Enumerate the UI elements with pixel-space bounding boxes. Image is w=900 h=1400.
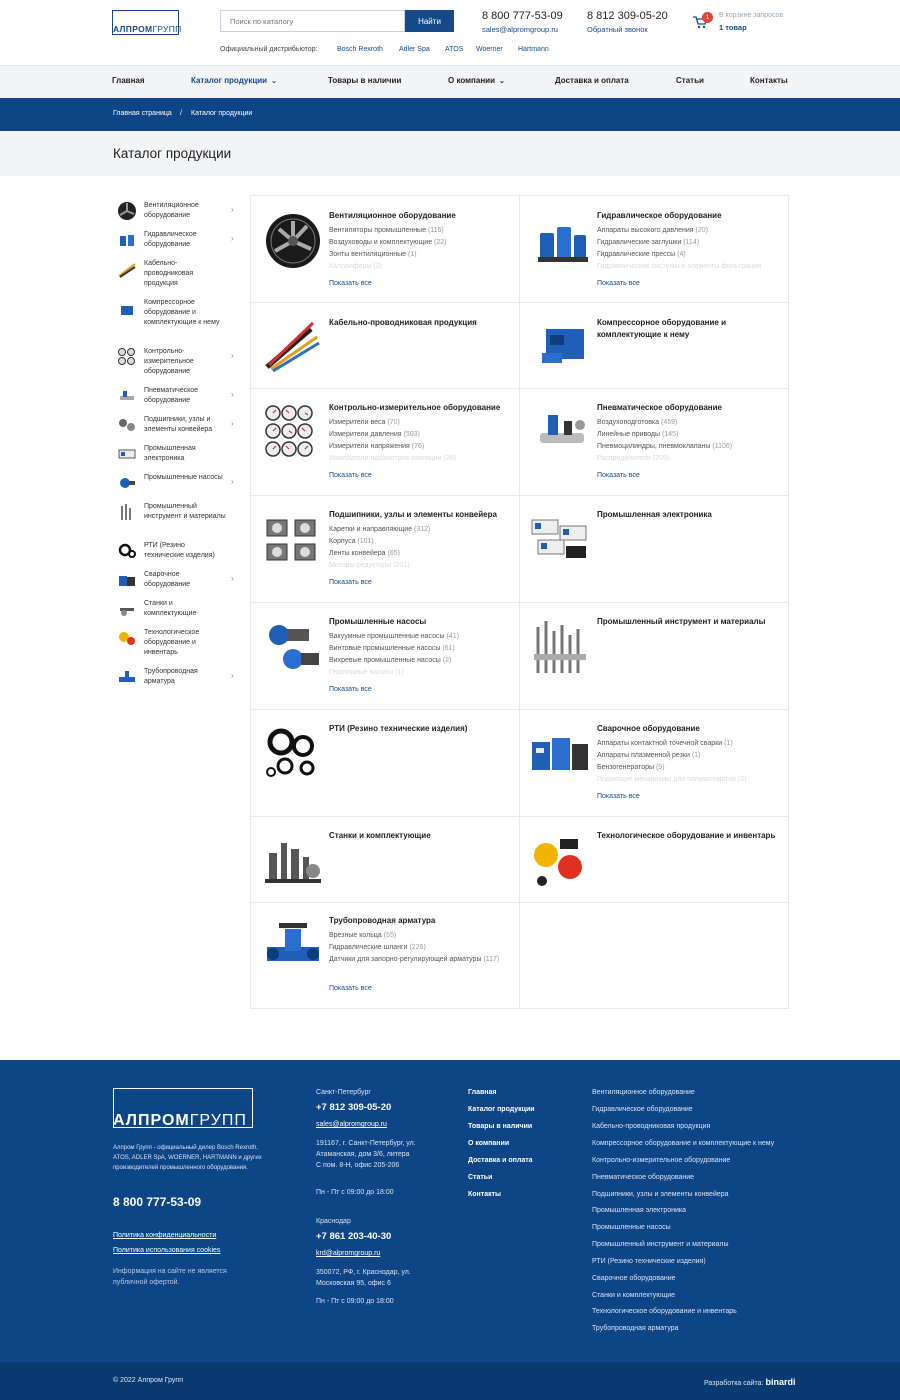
brand-link[interactable]: ATOS — [445, 46, 464, 53]
footer-city-phone[interactable]: +7 861 203-40-30 — [316, 1231, 392, 1242]
equipment-image[interactable] — [530, 831, 590, 891]
footer-city-address: 191167, г. Санкт-Петербург, ул. Атаманская, дом 3/6, литера С пом. 8-Н, офис 205-206 — [316, 1140, 416, 1169]
card-title[interactable]: Пневматическое оборудование — [597, 403, 723, 412]
brand-link[interactable]: Bosch Rexroth — [337, 46, 383, 53]
card-subitem[interactable]: Героторные насосы (1) — [329, 669, 404, 675]
machine-image[interactable] — [263, 831, 323, 891]
logo-text[interactable]: АЛПРОМГРУПП — [113, 24, 182, 34]
developer-credit[interactable]: Разработка сайта: binardi — [704, 1377, 796, 1387]
footer-catalog-link[interactable]: Компрессорное оборудование и комплектующие к нему — [592, 1140, 775, 1147]
grid-divider — [250, 902, 789, 903]
footer-city: Санкт-Петербург — [316, 1089, 371, 1096]
welding-image[interactable] — [530, 724, 590, 784]
card-title[interactable]: Гидравлическое оборудование — [597, 211, 722, 220]
footer-catalog-link[interactable]: Трубопроводная арматура — [592, 1325, 679, 1332]
chevron-right-icon: › — [231, 477, 234, 486]
grid-divider — [250, 388, 789, 389]
copyright: © 2022 Алпром Групп — [113, 1377, 183, 1384]
card-subitem[interactable]: Вихревые промышленные насосы (2) — [329, 657, 452, 664]
card-subitem[interactable]: Бензогенераторы (9) — [597, 764, 665, 771]
card-subitem[interactable]: Аппараты высокого давления (20) — [597, 227, 708, 234]
card-title[interactable]: Трубопроводная арматура — [329, 916, 436, 925]
chevron-right-icon: › — [231, 234, 234, 243]
valve-icon — [117, 667, 137, 687]
show-all-link[interactable]: Показать все — [329, 579, 372, 586]
footer-nav-link[interactable]: О компании — [468, 1140, 510, 1147]
card-subitem[interactable]: Гидравлические шланги (226) — [329, 944, 426, 951]
electronics-image[interactable] — [530, 512, 590, 572]
footer-phone[interactable]: 8 800 777-53-09 — [113, 1195, 202, 1209]
card-subitem[interactable]: Измерители веса (70) — [329, 419, 400, 426]
pneumatic-icon — [117, 386, 137, 406]
distributor-label: Официальный дистрибьютор: — [220, 46, 318, 53]
email-link[interactable]: sales@alpromgroup.ru — [482, 25, 558, 34]
cookies-link[interactable]: Политика использования cookies — [113, 1247, 221, 1254]
card-subitem[interactable]: Воздухоподготовка (459) — [597, 419, 678, 426]
card-title[interactable]: Компрессорное оборудование и комплектующие к нему — [597, 318, 727, 339]
card-subitem[interactable]: Воздуховоды и комплектующие (22) — [329, 239, 447, 246]
card-title[interactable]: РТИ (Резино технические изделия) — [329, 724, 468, 733]
footer-nav-link[interactable]: Главная — [468, 1089, 497, 1096]
breadcrumb-home[interactable]: Главная страница — [113, 110, 172, 117]
machine-icon — [117, 599, 137, 619]
footer-nav-link[interactable]: Товары в наличии — [468, 1123, 533, 1130]
card-subitem[interactable]: Гидравлические прессы (4) — [597, 251, 686, 258]
footer-logo-frame — [252, 1088, 253, 1128]
nav-item-contacts[interactable]: Контакты — [750, 76, 788, 85]
phone-spb[interactable]: 8 812 309-05-20 — [587, 10, 668, 22]
card-subitem[interactable]: Моторы-редукторы (201) — [329, 562, 410, 568]
nav-item-articles[interactable]: Статьи — [676, 76, 704, 85]
nav-item-stock[interactable]: Товары в наличии — [328, 76, 402, 85]
card-subitem[interactable]: Подающие механизмы для полуавтоматов (2) — [597, 776, 747, 782]
gauge-icon — [117, 347, 137, 367]
footer-catalog-link[interactable]: Сварочное оборудование — [592, 1275, 676, 1282]
footer-city: Краснодар — [316, 1218, 351, 1225]
card-title[interactable]: Подшипники, узлы и элементы конвейера — [329, 510, 497, 519]
footer-catalog-link[interactable]: Кабельно-проводниковая продукция — [592, 1123, 711, 1130]
card-subitem[interactable]: Каретки и направляющие (312) — [329, 526, 431, 533]
card-title[interactable]: Промышленный инструмент и материалы — [597, 617, 766, 626]
grid-divider — [250, 602, 789, 603]
footer-catalog-link[interactable]: Подшипники, узлы и элементы конвейера — [592, 1191, 729, 1198]
card-subitem[interactable]: Гидравлические заглушки (114) — [597, 239, 700, 246]
callback-link[interactable]: Обратный звонок — [587, 25, 648, 34]
card-subitem[interactable]: Вентиляторы промышленные (116) — [329, 227, 444, 234]
nav-item-catalog[interactable]: Каталог продукции ⌄ — [191, 76, 277, 85]
card-subitem[interactable]: Вакуумные промышленные насосы (41) — [329, 633, 459, 640]
card-subitem[interactable]: Ленты конвейера (65) — [329, 550, 400, 557]
welding-icon — [117, 570, 137, 590]
rubber-image[interactable] — [263, 724, 323, 784]
hydraulic-image[interactable] — [532, 211, 592, 271]
card-title[interactable]: Промышленные насосы — [329, 617, 427, 626]
chevron-right-icon: › — [231, 419, 234, 428]
page-title: Каталог продукции — [113, 146, 232, 161]
card-subitem[interactable]: Корпуса (101) — [329, 538, 374, 545]
nav-item-about[interactable]: О компании ⌄ — [448, 76, 505, 85]
card-subitem[interactable]: Аппараты плазменной резки (1) — [597, 752, 701, 759]
valve-image[interactable] — [263, 917, 323, 977]
search-input[interactable] — [220, 10, 405, 32]
footer-nav-link[interactable]: Контакты — [468, 1191, 502, 1198]
footer-catalog-link[interactable]: Вентиляционное оборудование — [592, 1089, 695, 1096]
cable-icon — [117, 259, 137, 279]
footer-catalog-link[interactable]: Пневматическое оборудование — [592, 1174, 695, 1181]
card-subitem[interactable]: Датчики для запорно-регулирующей арматуры (117) — [329, 956, 500, 963]
pneumatic-image[interactable] — [532, 403, 592, 463]
card-subitem[interactable]: Гидравлические системы и элементы фильтрации — [597, 263, 761, 269]
card-subitem[interactable]: Линейные приводы (145) — [597, 431, 679, 438]
show-all-link[interactable]: Показать все — [597, 472, 640, 479]
chevron-right-icon: › — [231, 205, 234, 214]
footer-catalog-link[interactable]: Станки и комплектующие — [592, 1292, 676, 1299]
equipment-icon — [117, 628, 137, 648]
brand-link[interactable]: Adler Spa — [399, 46, 430, 53]
card-subitem[interactable]: Распределители (205) — [597, 455, 670, 461]
pump-image[interactable] — [263, 617, 323, 677]
footer-city-hours: Пн - Пт с 09:00 до 18:00 — [316, 1189, 394, 1196]
brand-link[interactable]: Woerner — [476, 46, 503, 53]
footer-city-email[interactable]: krd@alpromgroup.ru — [316, 1250, 381, 1257]
fan-icon — [117, 201, 137, 221]
chevron-down-icon: ⌄ — [499, 78, 505, 85]
phone-main[interactable]: 8 800 777-53-09 — [482, 10, 563, 22]
measuring-image[interactable] — [263, 403, 323, 463]
grid-divider — [250, 302, 789, 303]
chevron-right-icon: › — [231, 574, 234, 583]
card-title[interactable]: Вентиляционное оборудование — [329, 211, 456, 220]
footer-catalog-link[interactable]: Промышленная электроника — [592, 1207, 687, 1214]
card-subitem[interactable]: Измерители напряжения (76) — [329, 443, 425, 450]
chevron-right-icon: › — [231, 671, 234, 680]
footer-city-email[interactable]: sales@alpromgroup.ru — [316, 1121, 387, 1128]
footer-catalog-link[interactable]: Технологическое оборудование и инвентарь — [592, 1308, 737, 1315]
grid-divider — [250, 709, 789, 710]
tools-image[interactable] — [530, 617, 590, 677]
footer-nav-link[interactable]: Каталог продукции — [468, 1106, 535, 1113]
bearing-image[interactable] — [263, 510, 323, 570]
compressor-image[interactable] — [532, 315, 592, 375]
show-all-link[interactable]: Показать все — [329, 985, 372, 992]
footer-catalog-link[interactable]: Контрольно-измерительное оборудование — [592, 1157, 731, 1164]
show-all-link[interactable]: Показать все — [329, 686, 372, 693]
cart-badge: 1 — [702, 12, 713, 23]
bearing-icon — [117, 415, 137, 435]
cable-image[interactable] — [263, 315, 323, 375]
card-subitem[interactable]: Измерители давления (503) — [329, 431, 420, 438]
show-all-link[interactable]: Показать все — [597, 793, 640, 800]
card-title[interactable]: Промышленная электроника — [597, 510, 712, 519]
cart-value[interactable]: 1 товар — [719, 23, 747, 32]
electronics-icon — [117, 444, 137, 464]
nav-item-delivery[interactable]: Доставка и оплата — [555, 76, 629, 85]
tools-icon — [117, 502, 137, 522]
show-all-link[interactable]: Показать все — [329, 472, 372, 479]
privacy-link[interactable]: Политика конфиденциальности — [113, 1232, 217, 1239]
card-subitem[interactable]: Винтовые промышленные насосы (61) — [329, 645, 455, 652]
footer-logo-frame — [113, 1088, 253, 1089]
chevron-down-icon: ⌄ — [271, 78, 277, 85]
compressor-icon — [117, 298, 137, 318]
footer-description: Алпром Групп - официальный дилер Bosch Rexroth, ATOS, ADLER SpA, WOERNER, HARTMANN и других производителей промышленного оборудования. — [113, 1145, 262, 1171]
chevron-right-icon: › — [231, 390, 234, 399]
card-subitem[interactable]: Калориферы (2) — [329, 263, 382, 269]
footer-logo[interactable]: АЛПРОМГРУПП — [113, 1112, 247, 1129]
chevron-right-icon: › — [231, 351, 234, 360]
card-subitem[interactable]: Зонты вентиляционные (1) — [329, 251, 417, 258]
footer-city-phone[interactable]: +7 812 309-05-20 — [316, 1102, 392, 1113]
card-subitem[interactable]: Измерители параметров изоляции (28) — [329, 455, 456, 461]
rubber-ring-icon — [117, 541, 137, 561]
footer-catalog-link[interactable]: РТИ (Резино технические изделия) — [592, 1258, 706, 1265]
breadcrumb-current: Каталог продукции — [191, 110, 253, 117]
hydraulic-icon — [117, 230, 137, 250]
footer-nav-link[interactable]: Доставка и оплата — [468, 1157, 533, 1164]
card-subitem[interactable]: Аппараты контактной точечной сварки (1) — [597, 740, 733, 747]
card-subitem[interactable]: Пневмоцилиндры, пневмоклапаны (1106) — [597, 443, 733, 450]
card-subitem[interactable]: Врезные кольца (55) — [329, 932, 397, 939]
footer-city-hours: Пн - Пт с 09:00 до 18:00 — [316, 1298, 394, 1305]
cart-label: В корзине запросов — [719, 12, 784, 19]
card-title[interactable]: Сварочное оборудование — [597, 724, 700, 733]
offer-note: Информация на сайте не является публичной офертой. — [113, 1268, 227, 1286]
footer-catalog-link[interactable]: Промышленный инструмент и материалы — [592, 1241, 729, 1248]
grid-divider — [519, 902, 520, 1009]
show-all-link[interactable]: Показать все — [329, 280, 372, 287]
card-title[interactable]: Технологическое оборудование и инвентарь — [597, 831, 776, 840]
card-title[interactable]: Кабельно-проводниковая продукция — [329, 318, 477, 327]
footer-catalog-link[interactable]: Промышленные насосы — [592, 1224, 671, 1231]
ventilation-image[interactable] — [263, 211, 323, 271]
pump-icon — [117, 473, 137, 493]
brand-link[interactable]: Hartmann — [518, 46, 549, 53]
footer-catalog-link[interactable]: Гидравлическое оборудование — [592, 1106, 693, 1113]
show-all-link[interactable]: Показать все — [597, 280, 640, 287]
footer-city-address: 350072, РФ, г. Краснодар, ул. Московская 95, офис 6 — [316, 1269, 411, 1287]
footer-nav-link[interactable]: Статьи — [468, 1174, 493, 1181]
grid-divider — [250, 495, 789, 496]
grid-divider — [250, 816, 789, 817]
nav-item-home[interactable]: Главная — [112, 76, 145, 85]
card-title[interactable]: Контрольно-измерительное оборудование — [329, 403, 501, 412]
card-title[interactable]: Станки и комплектующие — [329, 831, 431, 840]
search-button[interactable]: Найти — [405, 10, 454, 32]
breadcrumb-separator: / — [180, 110, 182, 117]
